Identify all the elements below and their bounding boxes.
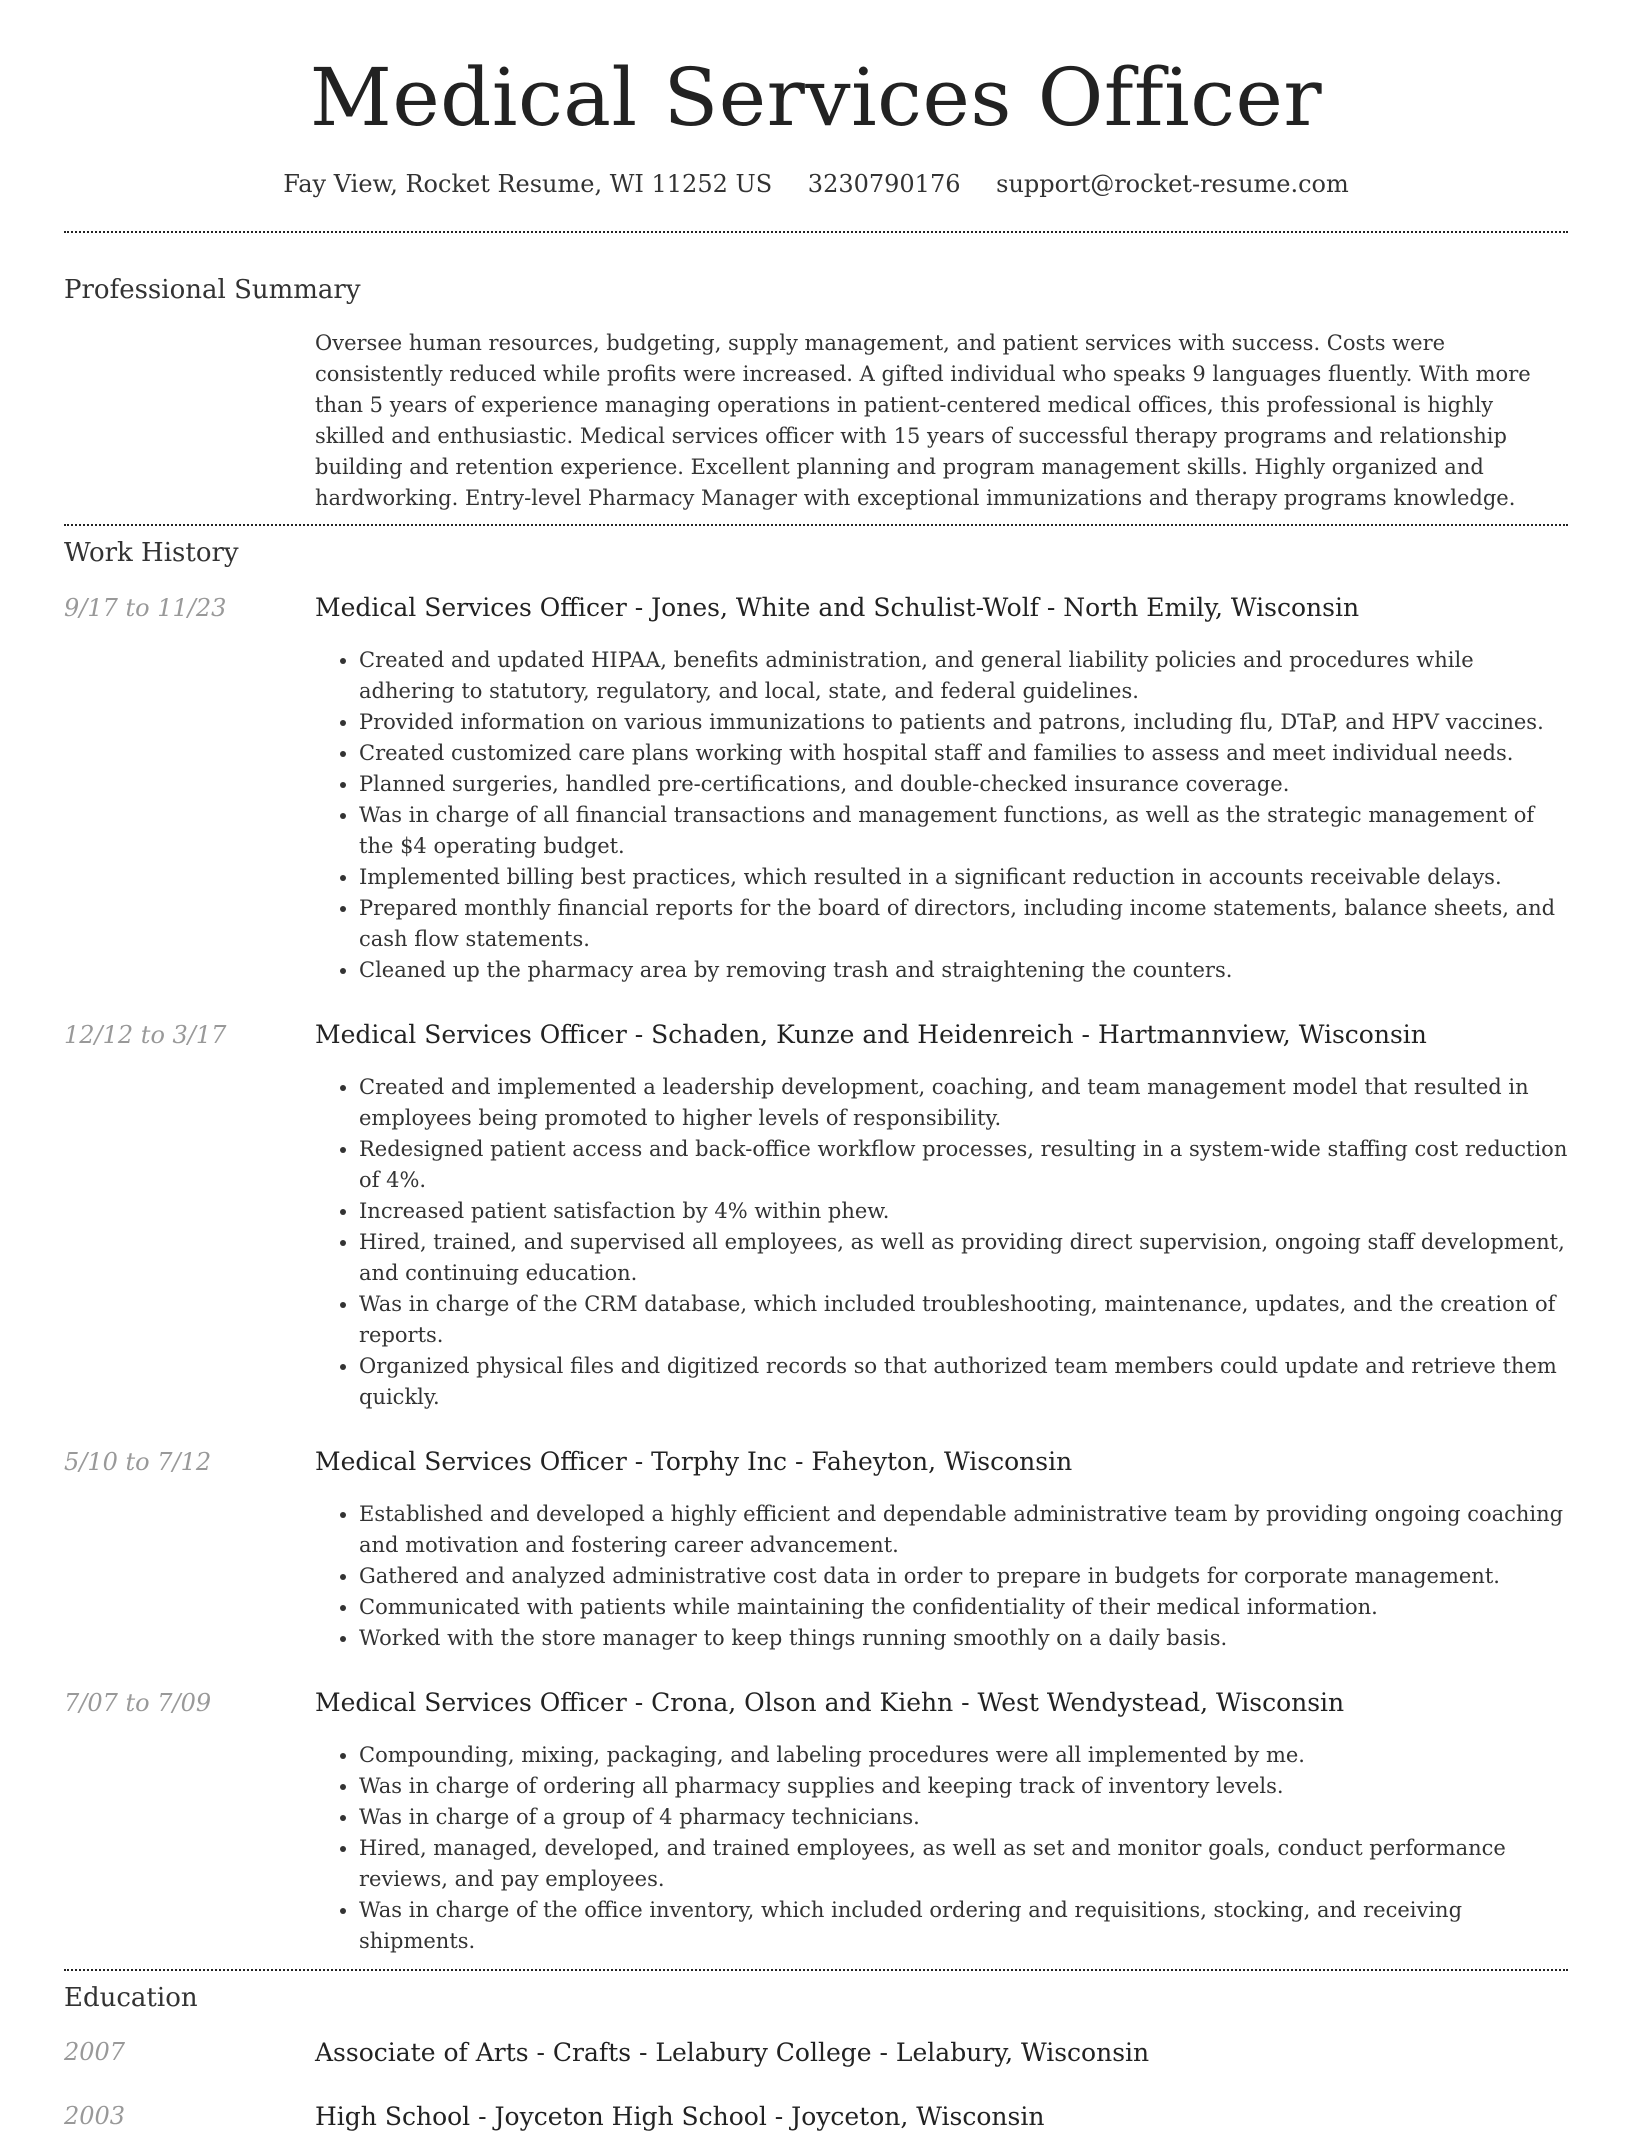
education-title-line: High School - Joyceton High School - Joyceton, Wisconsin — [315, 2102, 1045, 2132]
job-dates: 7/07 to 7/09 — [64, 1689, 212, 1718]
job-bullet: • Hired, managed, developed, and trained employees, as well as set and monitor goals, conduct performance reviews, and pay employees. — [359, 1833, 1568, 1895]
job-bullet: • Was in charge of a group of 4 pharmacy technicians. — [359, 1802, 1568, 1833]
section-divider — [64, 1969, 1568, 1971]
job-bullet: • Increased patient satisfaction by 4% within phew. — [359, 1196, 1568, 1227]
job-bullet: • Was in charge of all financial transactions and management functions, as well as the strategic management of the $4 operating budget. — [359, 800, 1568, 862]
job-dates: 5/10 to 7/12 — [64, 1448, 212, 1477]
job-bullet: • Prepared monthly financial reports for the board of directors, including income statements, balance sheets, and cash flow statements. — [359, 893, 1568, 955]
job-bullet: • Created and implemented a leadership development, coaching, and team management model that resulted in employees being promoted to higher levels of responsibility. — [359, 1072, 1568, 1134]
resume-page — [64, 0, 1568, 2142]
job-bullet: • Planned surgeries, handled pre-certifications, and double-checked insurance coverage. — [359, 769, 1568, 800]
education-year: 2003 — [64, 2102, 126, 2131]
job-title: Medical Services Officer - Crona, Olson and Kiehn - West Wendystead, Wisconsin — [315, 1688, 1345, 1718]
resume-name: Medical Services Officer — [309, 51, 1323, 144]
job-bullet: • Worked with the store manager to keep things running smoothly on a daily basis. — [359, 1623, 1568, 1654]
job-bullet: • Compounding, mixing, packaging, and labeling procedures were all implemented by me. — [359, 1740, 1568, 1771]
job-dates: 9/17 to 11/23 — [64, 594, 227, 623]
education-title-line: Associate of Arts - Crafts - Lelabury College - Lelabury, Wisconsin — [315, 2038, 1150, 2068]
contact-address: Fay View, Rocket Resume, WI 11252 US — [283, 170, 773, 198]
summary-title: Professional Summary — [64, 274, 361, 305]
job-entry — [64, 1020, 1568, 1413]
job-bullet: • Was in charge of ordering all pharmacy supplies and keeping track of inventory levels. — [359, 1771, 1568, 1802]
job-bullet: • Created customized care plans working with hospital staff and families to assess and meet individual needs. — [359, 738, 1568, 769]
job-bullet: • Organized physical files and digitized records so that authorized team members could update and retrieve them quickly. — [359, 1351, 1568, 1413]
education-title: Education — [64, 1983, 198, 2014]
contact-line — [64, 170, 1568, 199]
job-dates: 12/12 to 3/17 — [64, 1021, 227, 1050]
job-bullets — [359, 645, 1568, 986]
job-bullets — [359, 1072, 1568, 1413]
section-divider — [64, 231, 1568, 233]
job-bullet: • Implemented billing best practices, which resulted in a significant reduction in accounts receivable delays. — [359, 862, 1568, 893]
job-bullet: • Hired, trained, and supervised all employees, as well as providing direct supervision, ongoing staff development, and continuing education. — [359, 1227, 1568, 1289]
education-entry — [64, 2102, 1568, 2142]
contact-email: support@rocket-resume.com — [996, 170, 1349, 198]
summary-text: Oversee human resources, budgeting, supply management, and patient services with success. Costs were consistently reduced while profits were increased. A gifted individual who speaks 9 languages fluently. With more than 5 years of experience managing operations in patient-centered medical offices, this professional is highly skilled and enthusiastic. Medical services officer with 15 years of successful therapy programs and relationship building and retention experience. Excellent planning and program management skills. Highly organized and hardworking. Entry-level Pharmacy Manager with exceptional immunizations and therapy programs knowledge. — [315, 330, 1531, 510]
work-history-title: Work History — [64, 537, 239, 568]
education-year: 2007 — [64, 2038, 126, 2067]
job-entry — [64, 1688, 1568, 1957]
contact-phone: 3230790176 — [807, 170, 961, 198]
job-bullet: • Was in charge of the CRM database, which included troubleshooting, maintenance, updates, and the creation of reports. — [359, 1289, 1568, 1351]
job-entry — [64, 593, 1568, 986]
job-title: Medical Services Officer - Jones, White and Schulist-Wolf - North Emily, Wisconsin — [315, 593, 1360, 623]
section-divider — [64, 524, 1568, 526]
job-bullet: • Established and developed a highly efficient and dependable administrative team by providing ongoing coaching and motivation and fostering career advancement. — [359, 1499, 1568, 1561]
job-title: Medical Services Officer - Schaden, Kunze and Heidenreich - Hartmannview, Wisconsin — [315, 1020, 1427, 1050]
job-bullet: • Gathered and analyzed administrative cost data in order to prepare in budgets for corporate management. — [359, 1561, 1568, 1592]
job-entry — [64, 1447, 1568, 1654]
job-bullet: • Cleaned up the pharmacy area by removing trash and straightening the counters. — [359, 955, 1568, 986]
job-bullets — [359, 1740, 1568, 1957]
job-bullet: • Communicated with patients while maintaining the confidentiality of their medical information. — [359, 1592, 1568, 1623]
job-bullet: • Was in charge of the office inventory, which included ordering and requisitions, stocking, and receiving shipments. — [359, 1895, 1568, 1957]
job-bullets — [359, 1499, 1568, 1654]
education-entry — [64, 2038, 1568, 2078]
job-bullet: • Provided information on various immunizations to patients and patrons, including flu, DTaP, and HPV vaccines. — [359, 707, 1568, 738]
job-bullet: • Redesigned patient access and back-office workflow processes, resulting in a system-wide staffing cost reduction of 4%. — [359, 1134, 1568, 1196]
job-bullet: • Created and updated HIPAA, benefits administration, and general liability policies and procedures while adhering to statutory, regulatory, and local, state, and federal guidelines. — [359, 645, 1568, 707]
job-title: Medical Services Officer - Torphy Inc - Faheyton, Wisconsin — [315, 1447, 1073, 1477]
